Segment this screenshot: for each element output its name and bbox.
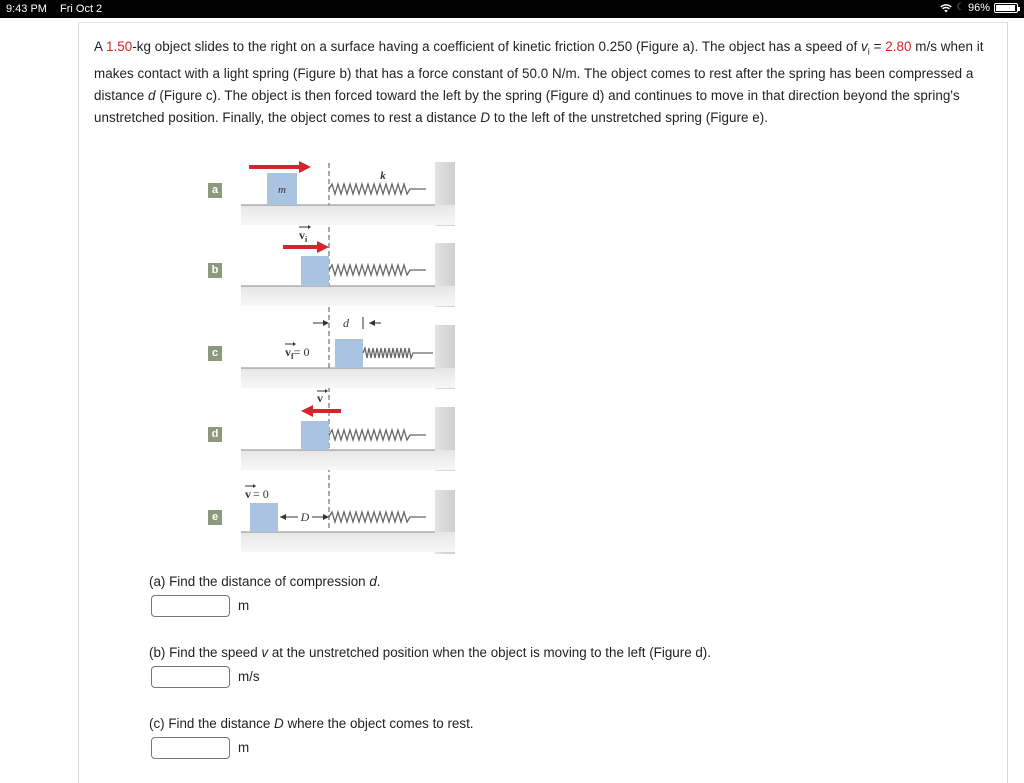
spring-d [329, 430, 426, 440]
question-c [149, 716, 474, 731]
mass-label: m [278, 184, 286, 196]
spring-figure [205, 155, 465, 555]
question-a-var: d [369, 574, 377, 589]
status-bar [0, 0, 1024, 18]
battery-icon [994, 3, 1018, 13]
block-c [335, 339, 363, 368]
question-b [149, 645, 711, 660]
vi-subscript: i [867, 46, 870, 57]
problem-text-4: m/s when it makes contact with a light spring (Figure b) that has a force constant of 50.0 N/m. The object comes to rest after the spring has been compressed a distance [94, 39, 984, 103]
problem-statement [94, 36, 1000, 129]
question-c-suffix: where the object comes to rest. [283, 716, 474, 731]
question-a-suffix: . [376, 574, 381, 589]
problem-text-1: A [94, 39, 107, 54]
floor-d [241, 450, 455, 470]
answer-a-unit: m [238, 598, 250, 613]
answer-b-unit: m/s [238, 669, 260, 684]
problem-text-6: to the left of the unstretched spring (Figure e). [490, 109, 769, 125]
answer-a-input[interactable] [151, 595, 230, 617]
spring-constant-label: k [380, 170, 386, 182]
speed-value: 2.80 [885, 39, 912, 54]
v0-vector-label: v = 0 [245, 487, 269, 501]
figure-label-c: c [208, 346, 222, 361]
question-a [149, 574, 381, 589]
figure-label-e: e [208, 510, 222, 525]
question-c-var: D [274, 716, 284, 731]
vi-vector-label: $v_i$ [299, 228, 308, 244]
problem-text-3: = [869, 39, 886, 54]
battery-percent: 96% [967, 2, 990, 14]
figure-label-b: b [208, 263, 222, 278]
d-symbol: d [148, 87, 156, 103]
spring-e [329, 512, 426, 522]
spring-b [329, 265, 426, 275]
question-c-prefix: (c) Find the distance [149, 716, 275, 731]
block-e [250, 503, 278, 532]
status-time: 9:43 PM [6, 3, 47, 15]
answer-c-unit: m [238, 740, 250, 755]
question-b-var: v [261, 645, 269, 660]
question-b-prefix: (b) Find the speed [149, 645, 262, 660]
compression-d-label: d [343, 316, 349, 330]
vf-vector-label: $v_f= 0$ [285, 345, 310, 361]
v-vector-label: v [317, 391, 323, 405]
D-symbol: D [480, 109, 491, 125]
moon-icon: ☾ [955, 2, 965, 13]
status-right [940, 2, 1018, 14]
block-d [301, 421, 329, 450]
rest-distance-D-label: D [300, 510, 310, 524]
mass-value: 1.50 [106, 39, 133, 54]
floor-a [241, 205, 455, 225]
figure-label-d: d [208, 427, 222, 442]
answer-c-input[interactable] [151, 737, 230, 759]
status-date: Fri Oct 2 [60, 3, 103, 15]
answer-b-input[interactable] [151, 666, 230, 688]
spring-c [363, 348, 433, 358]
spring-a [329, 184, 426, 194]
floor-b [241, 286, 455, 306]
vi-symbol: v [861, 39, 868, 54]
question-a-prefix: (a) Find the distance of compression [149, 574, 370, 589]
wifi-icon [940, 3, 952, 13]
spring-diagram [205, 155, 465, 555]
figure-label-a: a [208, 183, 222, 198]
floor-e [241, 532, 455, 552]
problem-text-5: (Figure c). The object is then forced toward the left by the spring (Figure d) and continues to move in that direction beyond the spring's unstretched position. Finally, the object comes to rest a distance [94, 87, 960, 125]
block-b [301, 256, 329, 286]
floor-c [241, 368, 455, 388]
question-b-suffix: at the unstretched position when the object is moving to the left (Figure d). [268, 645, 711, 660]
problem-text-2: -kg object slides to the right on a surface having a coefficient of kinetic friction 0.250 (Figure a). The object has a speed of [132, 39, 861, 54]
